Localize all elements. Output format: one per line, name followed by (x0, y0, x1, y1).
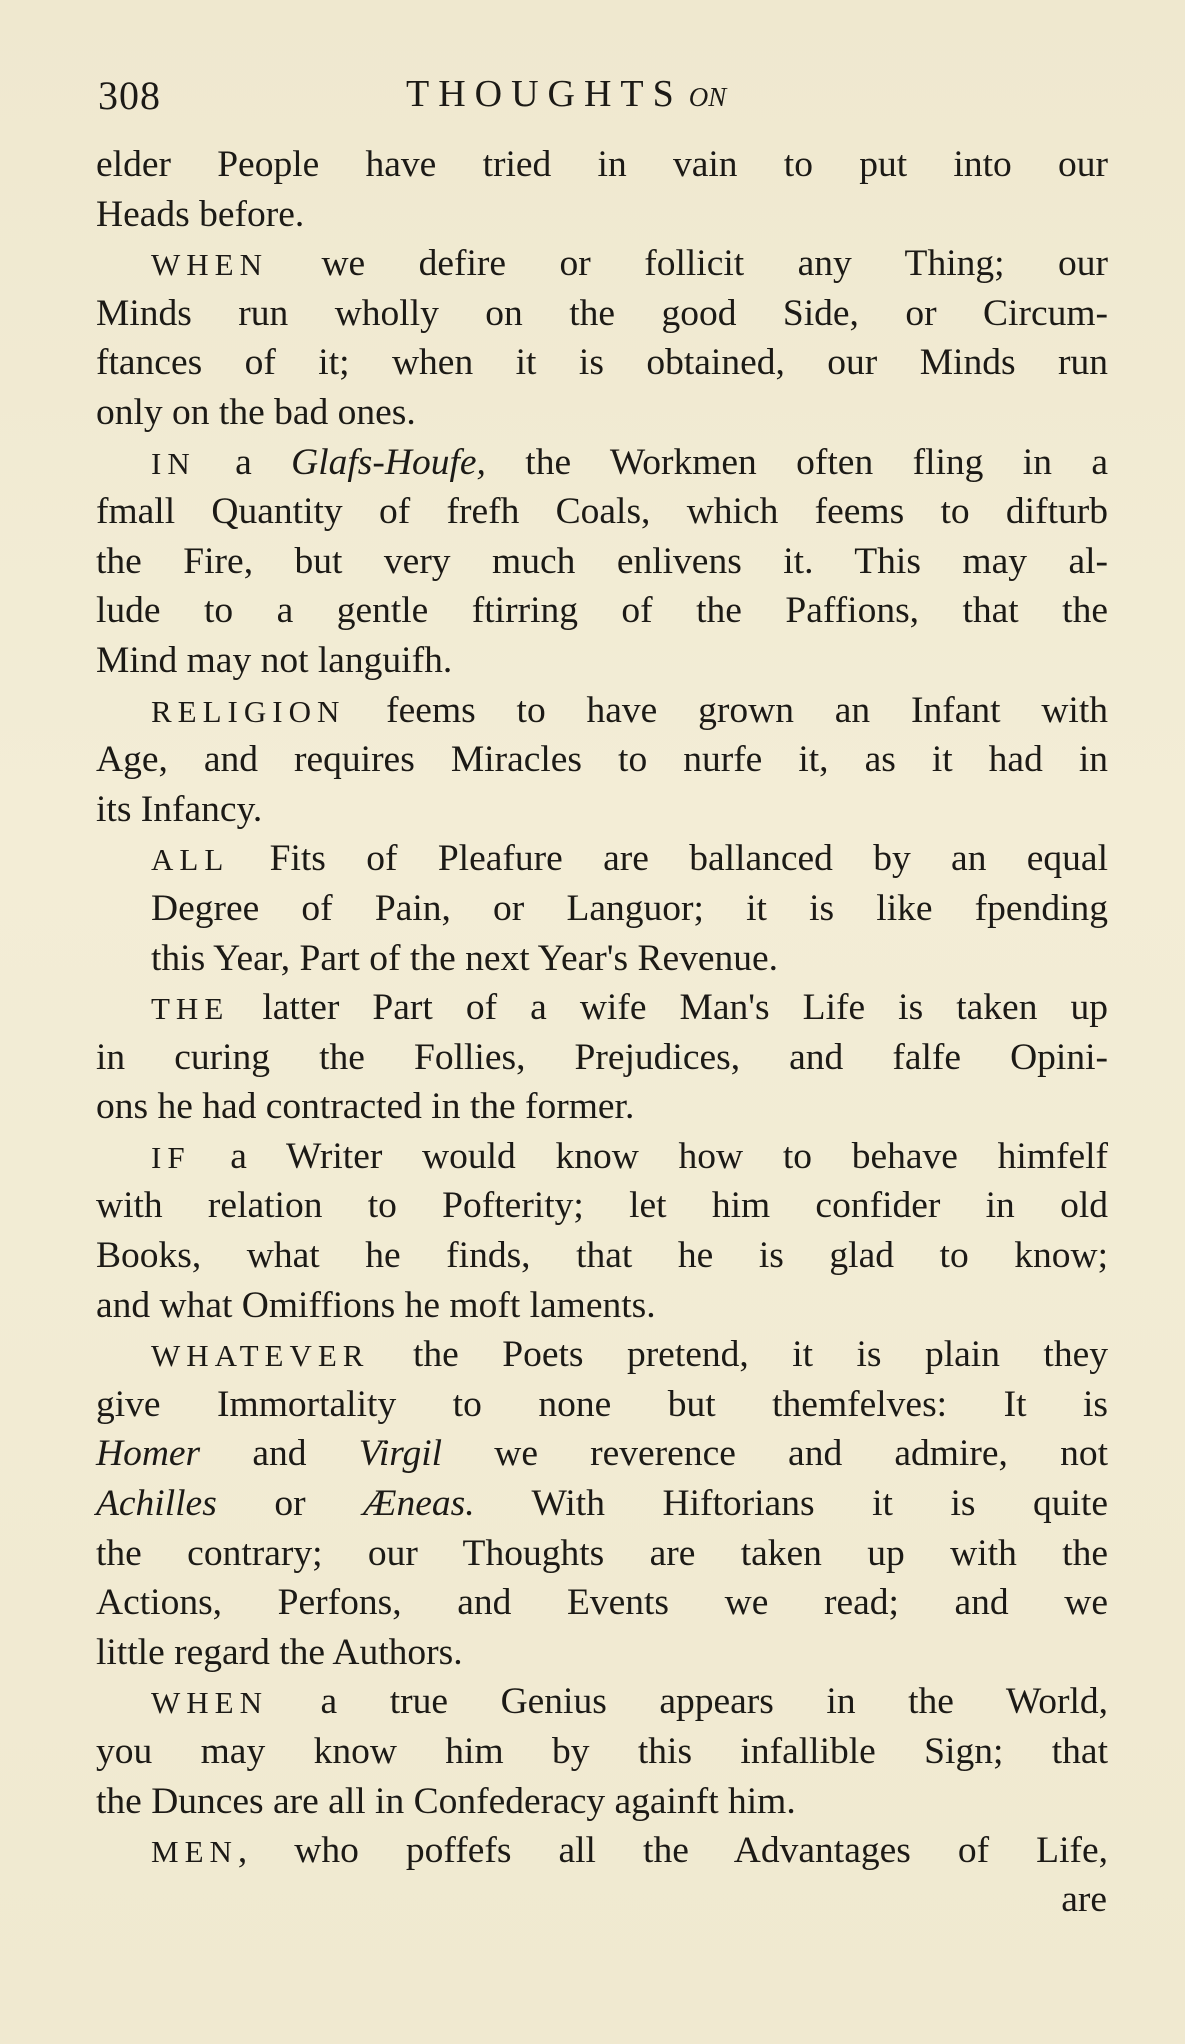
text-run: we defire or follicit any Thing; our (267, 243, 1108, 285)
text-run: the contrary; our Thoughts are taken up with the (96, 1532, 1108, 1574)
text-line (96, 1578, 1108, 1628)
small-caps-word: RELIGION (151, 693, 346, 729)
text-line (96, 338, 1108, 388)
text-line (96, 1677, 1108, 1727)
text-line (96, 388, 1108, 438)
running-title-on: on (688, 73, 727, 115)
small-caps-word: THE (151, 991, 230, 1027)
text-line (96, 1330, 1108, 1380)
text-line (96, 983, 1108, 1033)
italic-text: Virgil (358, 1433, 443, 1475)
text-line (96, 1777, 1108, 1827)
italic-text: Glafs-Houfe, (291, 441, 486, 483)
text-run: lude to a gentle ftirring of the Paffions, that the (96, 590, 1108, 632)
small-caps-word: IN (151, 445, 196, 481)
text-run: a true Genius appears in the World, (267, 1681, 1108, 1723)
text-run: elder People have tried in vain to put into our (96, 144, 1108, 185)
text-run: Books, what he finds, that he is glad to know; (96, 1235, 1108, 1277)
small-caps-word: WHATEVER (151, 1338, 370, 1374)
text-run: little regard the Authors. (96, 1631, 463, 1673)
small-caps-word: ALL (151, 842, 230, 878)
running-title (406, 72, 726, 116)
text-run: a (195, 441, 292, 483)
text-line (96, 537, 1108, 587)
text-line (96, 1529, 1108, 1579)
text-run: ftances of it; when it is obtained, our Minds run (96, 342, 1108, 384)
text-run: Minds run wholly on the good Side, or Circum- (96, 292, 1108, 334)
text-line (96, 1132, 1108, 1182)
text-run: give Immortality to none but themfelves: It is (96, 1383, 1108, 1425)
text-run: its Infancy. (96, 788, 263, 830)
text-run: this Year, Part of the next Year's Revenue. (151, 937, 779, 979)
text-line (96, 1181, 1108, 1231)
text-run: a Writer would know how to behave himfelf (190, 1135, 1108, 1177)
text-run: the Workmen often fling in a (485, 441, 1108, 483)
text-line (96, 586, 1108, 636)
text-run: Fits of Pleafure are ballanced by an equal (229, 838, 1108, 880)
text-line (96, 1727, 1108, 1777)
text-run: and (200, 1433, 359, 1475)
text-line (96, 735, 1108, 785)
text-line (96, 636, 1108, 686)
small-caps-word: WHEN (151, 1685, 268, 1721)
text-run: the Dunces are all in Confederacy againft him. (96, 1780, 796, 1822)
text-run: ons he had contracted in the former. (96, 1086, 635, 1128)
text-run: or (216, 1483, 364, 1525)
text-run: With Hiftorians it is quite (474, 1483, 1108, 1525)
text-line (96, 1231, 1108, 1281)
text-run: latter Part of a wife Man's Life is taken up (229, 987, 1108, 1029)
text-run: Degree of Pain, or Languor; it is like fpending (151, 887, 1108, 929)
page-number: 308 (98, 73, 161, 118)
text-run: we reverence and admire, not (442, 1433, 1108, 1475)
text-line (96, 1033, 1108, 1083)
text-run: Mind may not languifh. (96, 639, 453, 681)
text-run: fmall Quantity of frefh Coals, which feems to difturb (96, 491, 1108, 533)
text-run: you may know him by this infallible Sign; that (96, 1731, 1108, 1772)
running-title-main: THOUGHTS (406, 73, 683, 115)
text-line (96, 140, 1108, 190)
text-line (96, 1479, 1108, 1529)
text-run: the Poets pretend, it is plain they (369, 1334, 1108, 1376)
text-run: feems to have grown an Infant with (345, 689, 1108, 731)
text-run: only on the bad ones. (96, 391, 416, 433)
page-body-text (96, 140, 1108, 1876)
text-run: Age, and requires Miracles to nurfe it, as it had in (96, 739, 1108, 781)
text-line (96, 239, 1108, 289)
text-line (96, 785, 1108, 835)
text-line (96, 438, 1108, 488)
text-run: , who poffefs all the Advantages of Life, (237, 1830, 1108, 1872)
text-run: and what Omiffions he moft laments. (96, 1284, 656, 1326)
catchword: are (1061, 1879, 1107, 1920)
text-line (96, 1628, 1108, 1678)
text-line (96, 834, 1108, 884)
text-run: the Fire, but very much enlivens it. This may al- (96, 540, 1108, 582)
text-line (96, 1281, 1108, 1331)
text-line (96, 884, 1108, 934)
text-run: Actions, Perfons, and Events we read; and we (96, 1582, 1108, 1624)
running-head (96, 72, 1106, 142)
small-caps-word: MEN (151, 1834, 238, 1870)
text-line (96, 1380, 1108, 1430)
small-caps-word: IF (151, 1139, 191, 1175)
text-run: Heads before. (96, 193, 305, 235)
small-caps-word: WHEN (151, 247, 268, 283)
italic-text: Homer (96, 1433, 201, 1475)
text-line (96, 1429, 1108, 1479)
text-line (96, 934, 1108, 984)
text-line (96, 1082, 1108, 1132)
text-line (96, 686, 1108, 736)
italic-text: Æneas. (363, 1483, 475, 1525)
text-run: in curing the Follies, Prejudices, and falfe Opini- (96, 1036, 1108, 1078)
text-line (96, 289, 1108, 339)
italic-text: Achilles (96, 1483, 217, 1525)
text-line (96, 190, 1108, 240)
text-run: with relation to Pofterity; let him confider in old (96, 1185, 1108, 1227)
text-line (96, 487, 1108, 537)
text-line (96, 1826, 1108, 1876)
